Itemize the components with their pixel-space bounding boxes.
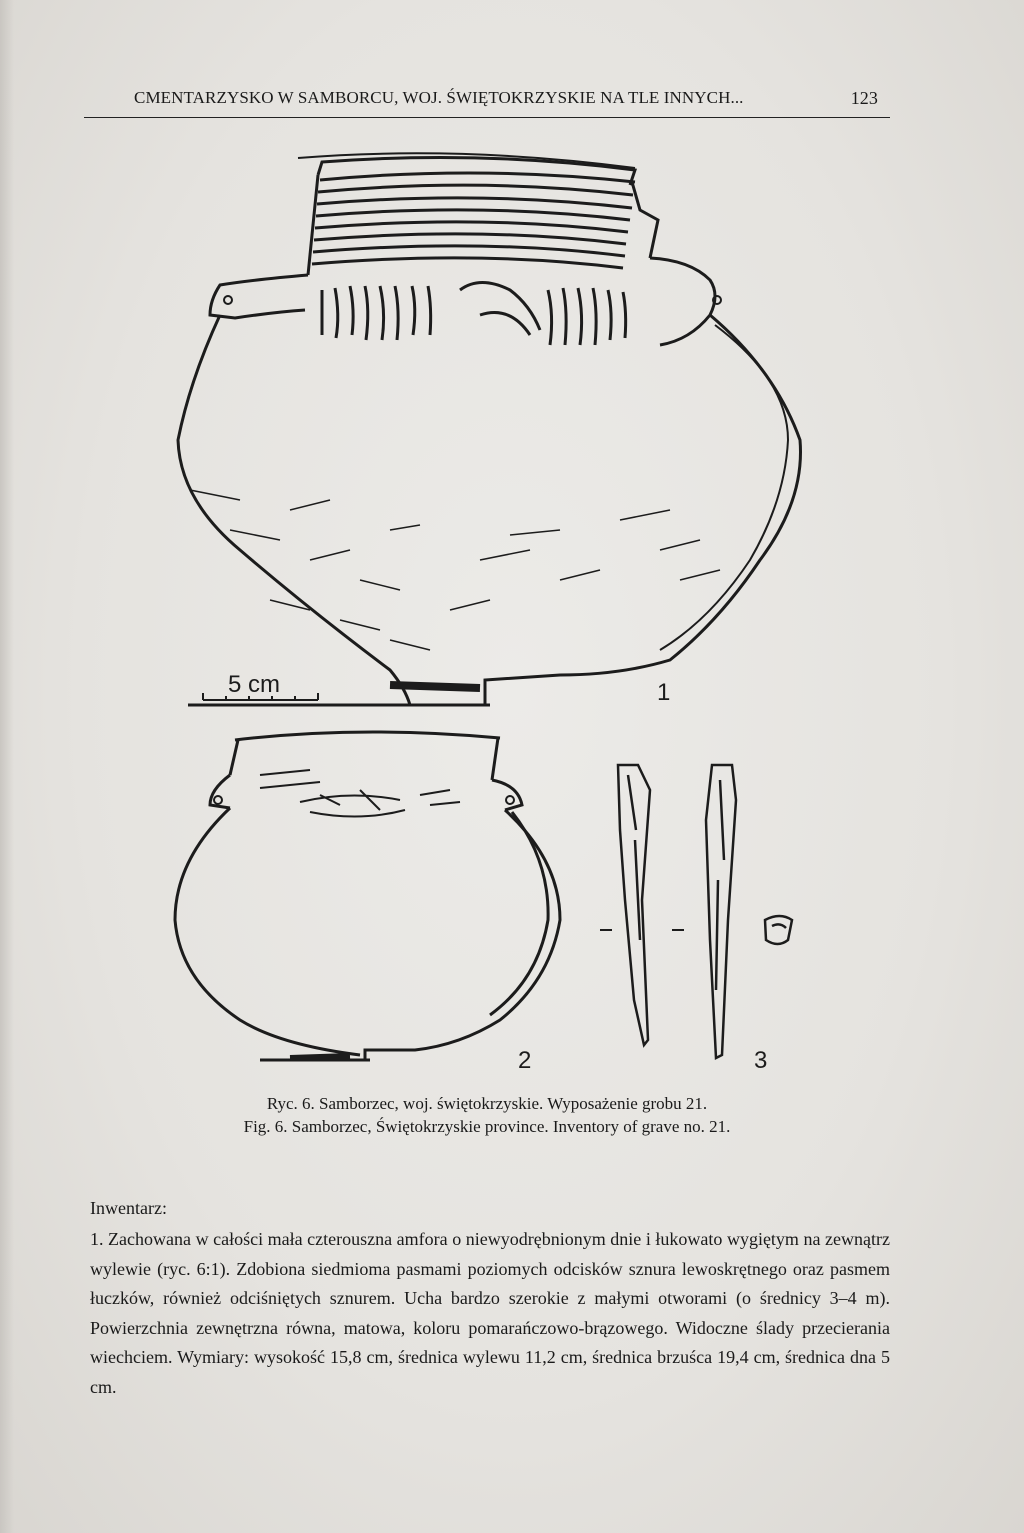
figure-caption-polish: Ryc. 6. Samborzec, woj. świętokrzyskie. Wyposażenie grobu 21. (266, 1094, 708, 1113)
vessel-2-drawing (175, 732, 560, 1060)
header-title: CMENTARZYSKO W SAMBORCU, WOJ. ŚWIĘTOKRZYSKIE NA TLE INNYCH... (134, 88, 744, 107)
page-edge-shadow (0, 0, 14, 1533)
figure-svg (60, 140, 960, 1100)
tool-3-drawing (600, 765, 792, 1058)
figure-caption-english: Fig. 6. Samborzec, Świętokrzyskie province. Inventory of grave no. 21. (243, 1117, 731, 1136)
header-rule (84, 117, 890, 118)
inventory-paragraph: 1. Zachowana w całości mała czterouszna amfora o niewyodrębnionym dnie i łukowato wygiętym na zewnątrz wylewie (ryc. 6:1). Zdobiona siedmioma pasmami poziomych odcisków sznura lewoskrętnego oraz pasmem łuczków, również odciśniętych sznurem. Ucha bardzo szerokie z małymi otworami (o średnicy 3–4 m). Powierzchnia zewnętrzna równa, matowa, koloru pomarańczowo-brązowego. Widoczne ślady przecierania wiechciem. Wymiary: wysokość 15,8 cm, średnica wylewu 11,2 cm, średnica brzuśca 19,4 cm, średnica dna 5 cm. (90, 1229, 890, 1397)
item-label-2: 2 (518, 1047, 532, 1074)
item-label-3: 3 (754, 1047, 768, 1074)
running-header (84, 88, 890, 114)
item-label-1: 1 (657, 679, 671, 706)
inventory-heading: Inwentarz: (90, 1198, 167, 1218)
page-number: 123 (850, 88, 878, 108)
scale-label: 5 cm (228, 671, 281, 698)
vessel-1-drawing (178, 153, 801, 705)
figure-drawings (60, 140, 960, 1100)
